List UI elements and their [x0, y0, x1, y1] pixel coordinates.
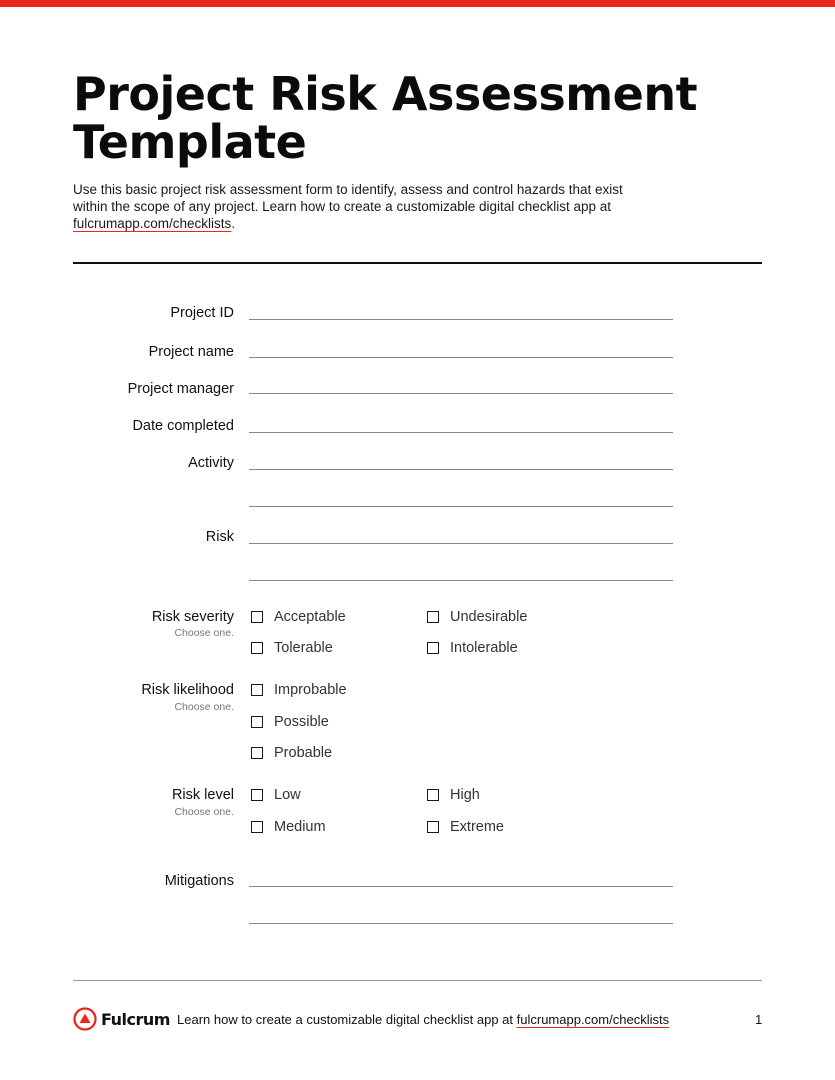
checkbox[interactable]: [251, 747, 263, 759]
footer-message: Learn how to create a customizable digital checklist app at: [177, 1012, 517, 1027]
checkbox[interactable]: [427, 611, 439, 623]
footer-text: [177, 1012, 669, 1027]
severity-option-intolerable[interactable]: Intolerable: [427, 640, 518, 656]
checkbox[interactable]: [251, 684, 263, 696]
intro-text: Use this basic project risk assessment form to identify, assess and control hazards that exist within the scope of any project. Learn how to create a customizable digital checklist app at: [73, 182, 623, 214]
likelihood-option-probable[interactable]: Probable: [251, 745, 332, 761]
severity-option-undesirable[interactable]: Undesirable: [427, 609, 527, 625]
activity-field[interactable]: [249, 469, 673, 470]
mitigations-label: Mitigations: [164, 873, 234, 889]
intro-paragraph: [73, 181, 653, 232]
date-completed-field[interactable]: [249, 432, 673, 433]
level-option-extreme[interactable]: Extreme: [427, 819, 504, 835]
likelihood-option-possible[interactable]: Possible: [251, 714, 329, 730]
checkbox[interactable]: [427, 821, 439, 833]
mitigations-field[interactable]: [249, 886, 673, 887]
level-option-high[interactable]: High: [427, 787, 480, 803]
risk-level-label: Risk level: [171, 787, 234, 803]
checkbox[interactable]: [427, 789, 439, 801]
fulcrum-logo: [73, 1007, 170, 1031]
risk-field-line-2[interactable]: [249, 580, 673, 581]
logo-wordmark: Fulcrum: [101, 1009, 170, 1029]
risk-field[interactable]: [249, 543, 673, 544]
checkbox[interactable]: [427, 642, 439, 654]
likelihood-option-improbable[interactable]: Improbable: [251, 682, 347, 698]
checkbox[interactable]: [251, 716, 263, 728]
severity-option-acceptable[interactable]: Acceptable: [251, 609, 346, 625]
fulcrum-logo-icon: [73, 1007, 97, 1031]
risk-level-hint: Choose one.: [174, 806, 234, 818]
top-accent-bar: [0, 0, 835, 7]
footer-link[interactable]: fulcrumapp.com/checklists: [516, 1012, 670, 1027]
project-name-label: Project name: [148, 344, 234, 360]
project-id-label: Project ID: [170, 305, 234, 321]
footer-divider: [73, 980, 762, 981]
date-completed-label: Date completed: [132, 418, 234, 434]
project-manager-field[interactable]: [249, 393, 673, 394]
risk-label: Risk: [205, 529, 234, 545]
level-option-medium[interactable]: Medium: [251, 819, 326, 835]
risk-likelihood-label: Risk likelihood: [141, 682, 234, 698]
risk-likelihood-hint: Choose one.: [174, 701, 234, 713]
severity-option-tolerable[interactable]: Tolerable: [251, 640, 333, 656]
project-name-field[interactable]: [249, 357, 673, 358]
mitigations-field-line-2[interactable]: [249, 923, 673, 924]
project-id-field[interactable]: [249, 319, 673, 320]
page-title: Project Risk Assessment Template: [73, 67, 698, 169]
checkbox[interactable]: [251, 611, 263, 623]
project-manager-label: Project manager: [127, 381, 234, 397]
intro-end: .: [231, 216, 236, 231]
risk-severity-label: Risk severity: [151, 609, 234, 625]
checkbox[interactable]: [251, 789, 263, 801]
intro-link[interactable]: fulcrumapp.com/checklists: [73, 216, 232, 231]
checkbox[interactable]: [251, 821, 263, 833]
page-number: 1: [755, 1012, 763, 1027]
checkbox[interactable]: [251, 642, 263, 654]
activity-field-line-2[interactable]: [249, 506, 673, 507]
level-option-low[interactable]: Low: [251, 787, 301, 803]
activity-label: Activity: [188, 455, 234, 471]
risk-severity-hint: Choose one.: [174, 627, 234, 639]
header-divider: [73, 262, 762, 264]
